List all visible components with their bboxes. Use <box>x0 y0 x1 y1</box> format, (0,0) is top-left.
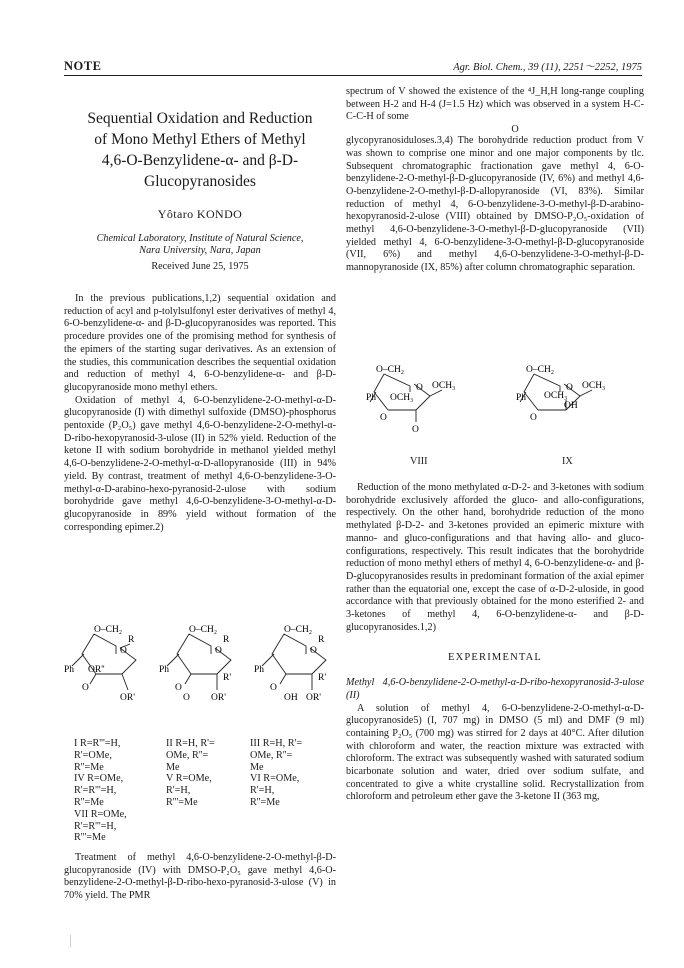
legend-column-2 <box>166 738 215 809</box>
o-label: O <box>380 413 387 423</box>
ring-o-label: O <box>416 383 423 393</box>
legend-line: R''=Me <box>250 796 280 808</box>
ring-o-label: O <box>120 646 127 656</box>
journal-citation: Agr. Biol. Chem., 39 (11), 2251～2252, 1975 <box>453 62 642 73</box>
affiliation-line-2: Nara University, Nara, Japan <box>139 245 261 257</box>
paragraph-discussion: Reduction of the mono methylated α-D-2- and 3-ketones with sodium borohydride exclusively afforded the gluco- and allo-configurations, respectively. On the other hand, borohydride reduction of the mono methylated β-D-2- and 3-ketones provided an epimeric mixture with manno- and gluco-configurations and that having allo- and gluco-configurations, respectively. This result indicates that the borohydride reduction of mono methyl ethers of methyl 4, 6-O-benzylidene-α- and β-D-glucopyranosides results in predominant formation of the axial epimer rather than the equatorial one, except the case of α-D-2-uloside, in good accordance with that previously obtained for the mono esterified 2- and 3-ketones of methyl 4, 6-O-benzylidene-α- and β-D-glucopyranosides.1,2) <box>346 482 644 633</box>
r-label: R <box>128 635 135 645</box>
carbonyl-o: O <box>511 124 519 136</box>
received-date: Received June 25, 1975 <box>151 260 249 272</box>
structure-viii <box>366 365 455 435</box>
ph-label: Ph <box>254 665 265 675</box>
legend-line: VI R=OMe, <box>250 773 300 785</box>
paragraph-pmr: spectrum of V showed the existence of the ⁴J_H,H long-range coupling between H-2 and H-4 (J=1.5 Hz) which was observed in a system H-C-C-C-H of some <box>346 86 644 123</box>
oh-label: OH <box>564 401 578 411</box>
left-body <box>64 293 336 534</box>
legend-line: Me <box>250 761 264 773</box>
structure-c <box>254 625 326 703</box>
section-label: NOTE <box>64 59 102 73</box>
carbonyl-o-label: O <box>412 425 419 435</box>
left-column <box>64 108 336 274</box>
legend-line: R'''=Me <box>166 796 198 808</box>
ch2-label: O–CH₂ <box>284 625 313 635</box>
ch2-label: O–CH₂ <box>526 365 555 375</box>
legend-line: I R=R'''=H, <box>74 738 121 749</box>
legend-line: OMe, R''= <box>250 749 293 761</box>
legend-line: OMe, R''= <box>166 749 209 761</box>
ph-label: Ph <box>159 665 170 675</box>
o-label: O <box>82 683 89 693</box>
ring-o-label: O <box>566 383 573 393</box>
och3-label: OCH₃ <box>582 381 606 391</box>
left-body-bottom <box>64 852 336 903</box>
ch2-label: O–CH₂ <box>189 625 218 635</box>
legend-line: R'=OMe, <box>74 749 112 761</box>
structure-ix <box>516 365 605 423</box>
ph-label: Ph <box>366 393 377 403</box>
ph-label: Ph <box>64 665 75 675</box>
legend-line: IV R=OMe, <box>74 773 124 785</box>
r-label: R <box>223 635 230 645</box>
legend-line: R''=Me <box>74 796 104 808</box>
or-label: OR'' <box>88 665 105 675</box>
och3-label: OCH₃ <box>432 381 456 391</box>
structure-b <box>159 625 231 703</box>
r1-label: R' <box>223 673 232 683</box>
title-line-1: Sequential Oxidation and Reduction <box>87 110 313 127</box>
legend-line: R''=Me <box>74 761 104 773</box>
label-viii: VIII <box>410 456 428 467</box>
legend-line: R'=H, <box>250 785 275 797</box>
or1-label: OR' <box>211 693 226 703</box>
legend-line: VII R=OMe, <box>74 808 127 820</box>
ring-o-label: O <box>310 646 317 656</box>
or1-label: OR' <box>120 693 135 703</box>
o-label: O <box>270 683 277 693</box>
title-line-4: Glucopyranosides <box>144 173 256 190</box>
legend-column-3 <box>250 738 302 809</box>
experimental-heading: EXPERIMENTAL <box>447 652 543 664</box>
label-ix: IX <box>562 456 573 467</box>
o-label: O <box>175 683 182 693</box>
r1-label: R' <box>318 673 327 683</box>
legend-column-1 <box>74 738 127 844</box>
right-column-bottom <box>346 482 644 804</box>
title-line-2: of Mono Methyl Ethers of Methyl <box>94 131 306 148</box>
o-carbonyl-label: O <box>183 693 190 703</box>
ch2-label: O–CH₂ <box>376 365 405 375</box>
oh-label: OH <box>284 693 298 703</box>
r-label: R <box>318 635 325 645</box>
affiliation <box>64 233 336 258</box>
article-title <box>64 108 336 192</box>
legend-line: II R=H, R'= <box>166 738 215 749</box>
legend-line: R'''=Me <box>74 832 106 844</box>
right-column-top <box>346 86 644 275</box>
affiliation-line-1: Chemical Laboratory, Institute of Natural Science, <box>96 232 304 244</box>
legend-line: R'=H, <box>166 785 191 797</box>
experimental-subheading: Methyl 4,6-O-benzylidene-2-O-methyl-α-D-ribo-hexopyranosid-3-ulose (II) <box>346 677 644 701</box>
header-rule <box>64 75 642 76</box>
legend-line: III R=H, R'= <box>250 738 303 749</box>
ring-o-label: O <box>215 646 222 656</box>
ch2-label: O–CH₂ <box>94 625 123 635</box>
paragraph-beta: Treatment of methyl 4,6-O-benzylidene-2-O-methyl-β-D-glucopyranoside (IV) with DMSO-P₂O₅ gave methyl 4,6-O-benzylidene-2-O-methyl-β-D-ribo-hexo-pyranosid-3-ulose (V) in 70% yield. The PMR <box>64 852 336 902</box>
paragraph-reduction-beta: glycopyranosiduloses.3,4) The borohydride reduction product from V was shown to comprise one minor and one major components by tlc. Subsequent chromatographic fractionation gave methyl 4, 6-O-benzylidene-2-O-methyl-β-D-glucopyranoside (IV, 6%) and methyl 4,6-O-benzylidene-2-O-methyl-β-D-allopyranoside (VI, 83%). Similar reduction of methyl 4, 6-O-benzylidene-3-O-methyl-β-D-arabino-hexopyranosid-2-ulose (VIII) obtained by DMSO-P₂O₅-oxidation of methyl 4,6-O-benzylidene-3-O-methyl-β-D-glucopyranoside (VII) yielded methyl 4, 6-O-benzylidene-3-O-methyl-β-D-glucopyranoside (VII, 6%) and methyl 4,6-O-benzylidene-3-O-methyl-β-D-mannopyranoside (IX, 85%) after column chromatographic separation. <box>346 135 644 274</box>
figure-structures-2 <box>366 362 630 442</box>
och3-label: OCH₃ <box>390 393 414 403</box>
paragraph-alpha: Oxidation of methyl 4, 6-O-benzylidene-2-O-methyl-α-D-glucopyranoside (I) with dimethyl sulfoxide (DMSO)-phosphorus pentoxide (P₂O₅) gave methyl 4,6-O-benzylidene-2-O-methyl-α-D-ribo-hexopyranosid-3-ulose (II) in 52% yield. Reduction of the ketone II with sodium borohydride in methanol yielded methyl 4,6-O-benzylidene-2-O-methyl-α-D-allopyranoside (III) in 94% yield. By contrast, treatment of methyl 4,6-O-benzylidene-3-O-methyl-α-D-arabino-hexo-pyranosid-2-ulose with sodium borohydride gave methyl 4,6-O-benzylidene-3-O-methyl-α-D-glucopyranoside in 89% yield without formation of the corresponding epimer.2) <box>64 394 336 533</box>
legend-line: R'=R'''=H, <box>74 820 117 832</box>
structure-a <box>64 625 136 703</box>
author: Yôtaro KONDO <box>157 207 243 221</box>
paragraph-intro: In the previous publications,1,2) sequential oxidation and reduction of acyl and p-tolylsulfonyl ester derivatives of methyl 4, 6-O-benzylidene-α- and β-D-glucopyranosides was reported. This procedure provides one of the promising method for synthesis of the epimers of the starting sugar derivatives. As an extension of the studies, this communication describes the sequential oxidation and reduction of methyl 4, 6-O-benzylidene-α- and β-D-glucopyranoside mono methyl ethers. <box>64 293 336 393</box>
legend-line: Me <box>166 761 180 773</box>
legend-line: R'=R'''=H, <box>74 785 117 797</box>
margin-mark <box>70 935 71 947</box>
legend-line: V R=OMe, <box>166 773 212 785</box>
or1-label: OR' <box>306 693 321 703</box>
title-line-3: 4,6-O-Benzylidene-α- and β-D- <box>101 152 299 169</box>
ph-label: Ph <box>516 393 527 403</box>
experimental-body: A solution of methyl 4, 6-O-benzylidene-2-O-methyl-α-D-glucopyranoside5) (I, 707 mg) in DMSO (5 ml) and DMF (9 ml) containing P₂O₅ (700 mg) was stirred for 2 days at 40°C. After dilution with chloroform and water, the reaction mixture was extracted with chloroform. The extract was subsequently washed with saturated sodium bicarbonate solution and water, dried over sodium sulfate, and concentrated to give a white crystalline solid. Recrystallization from chloroform and petroleum ether gave the 3-ketone II (363 mg, <box>346 702 644 803</box>
figure-structures-1 <box>64 620 336 732</box>
och3-label: OCH₃ <box>544 391 568 401</box>
o-label: O <box>530 413 537 423</box>
